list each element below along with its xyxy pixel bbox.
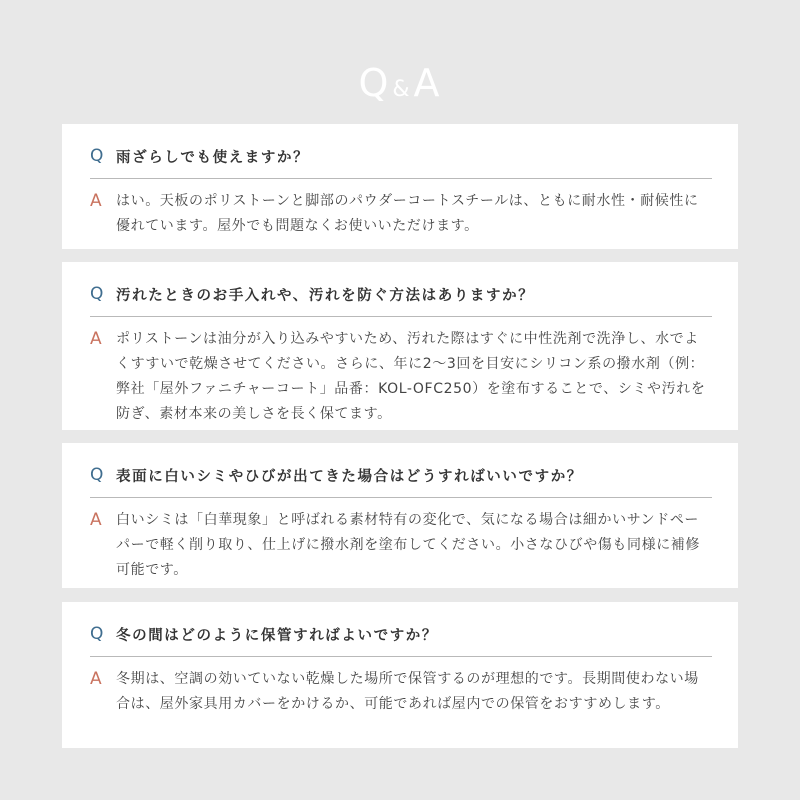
page-title <box>0 58 800 108</box>
answer-mark-label: A <box>90 329 102 349</box>
faq-card-1 <box>62 124 738 249</box>
answer-mark-label: A <box>90 510 102 530</box>
answer-mark-label: A <box>90 669 102 689</box>
page-title-ampersand: & <box>392 77 412 102</box>
faq-card-2 <box>62 262 738 430</box>
question-mark-label: Q <box>90 146 104 166</box>
question-mark-label: Q <box>90 624 104 644</box>
question-row <box>90 134 712 179</box>
question-row <box>90 453 712 498</box>
answer-text: はい。天板のポリストーンと脚部のパウダーコートスチールは、ともに耐水性・耐候性に優れています。屋外でも問題なくお使いいただけます。 <box>116 193 699 234</box>
question-text: 表面に白いシミやひびが出てきた場合はどうすればいいですか？ <box>116 468 583 485</box>
answer-row <box>90 657 712 717</box>
answer-text: ポリストーンは油分が入り込みやすいため、汚れた際はすぐに中性洗剤で洗浄し、水でよくすすいで乾燥させてください。さらに、年に2〜3回を目安にシリコン系の撥水剤（例：弊社「屋外ファニチャーコート」品番：KOL-OFC250）を塗布することで、シミや汚れを防ぎ、素材本来の美しさを長く保てます。 <box>116 331 706 422</box>
answer-mark-label: A <box>90 191 102 211</box>
answer-text: 白いシミは「白華現象」と呼ばれる素材特有の変化で、気になる場合は細かいサンドペーパーで軽く削り取り、仕上げに撥水剤を塗布してください。小さなひびや傷も同様に補修可能です。 <box>116 512 700 578</box>
page-title-a: A <box>413 61 442 105</box>
answer-row <box>90 498 712 583</box>
question-row <box>90 272 712 317</box>
question-text: 冬の間はどのように保管すればよいですか？ <box>116 627 438 644</box>
answer-text: 冬期は、空調の効いていない乾燥した場所で保管するのが理想的です。長期間使わない場合は、屋外家具用カバーをかけるか、可能であれば屋内での保管をおすすめします。 <box>116 671 699 712</box>
question-text: 雨ざらしでも使えますか？ <box>116 149 310 166</box>
page-title-q: Q <box>358 61 391 105</box>
faq-card-3 <box>62 443 738 588</box>
answer-row <box>90 179 712 239</box>
answer-row <box>90 317 712 427</box>
faq-card-4 <box>62 602 738 748</box>
question-text: 汚れたときのお手入れや、汚れを防ぐ方法はありますか？ <box>116 287 535 304</box>
question-mark-label: Q <box>90 284 104 304</box>
question-row <box>90 612 712 657</box>
question-mark-label: Q <box>90 465 104 485</box>
